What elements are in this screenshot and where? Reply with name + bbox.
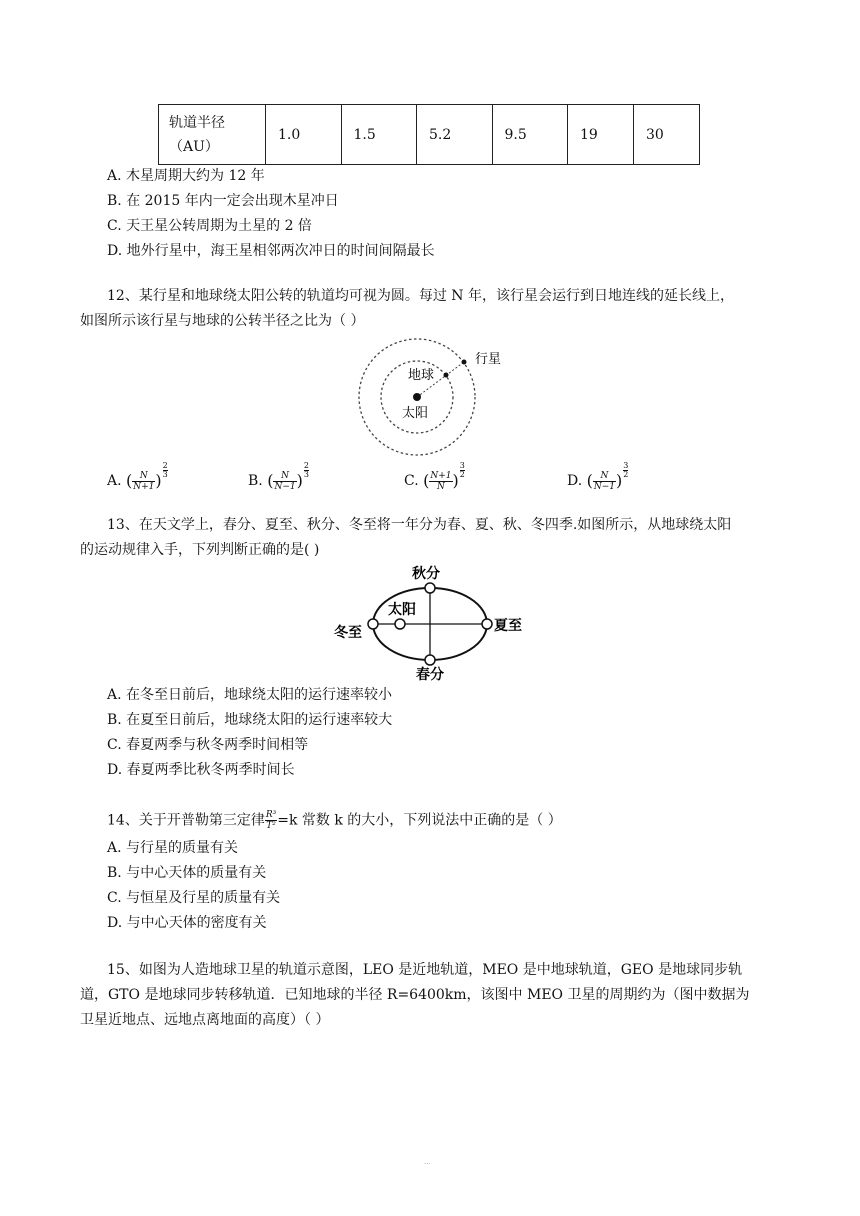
table-cell: 30 (633, 105, 699, 165)
q12-option-c: C. ( $\frac{N+1}{N}$ ) $\frac{3}{2}$ (404, 461, 465, 492)
q13-seasons-figure (330, 562, 535, 682)
table-cell: 19 (568, 105, 634, 165)
q12-orbit-figure (350, 335, 520, 460)
table-header-cell: 轨道半径（AU） (159, 105, 266, 165)
q11-option-a: A. 木星周期大约为 12 年 (107, 168, 265, 184)
sun-point (395, 619, 405, 629)
autumn-equinox-point (425, 583, 435, 593)
q13-option-c: C. 春夏两季与秋冬两季时间相等 (107, 737, 309, 753)
q12-option-d: D. ( $\frac{N}{N-1}$ ) $\frac{3}{2}$ (567, 461, 629, 492)
planet-dot (462, 360, 467, 365)
q14-option-a: A. 与行星的质量有关 (107, 840, 239, 856)
q15-stem-line2: 道，GTO 是地球同步转移轨道．已知地球的半径 R=6400km，该图中 MEO 卫星的周期约为（图中数据为 (80, 987, 750, 1003)
q12-option-b: B. ( $\frac{N}{N-1}$ ) $\frac{2}{3}$ (248, 461, 309, 492)
table-row (159, 105, 700, 165)
q11-option-c: C. 天王星公转周期为土星的 2 倍 (107, 218, 312, 234)
earth-label: 地球 (408, 368, 435, 383)
q14-option-c: C. 与恒星及行星的质量有关 (107, 890, 281, 906)
q11-option-b: B. 在 2015 年内一定会出现木星冲日 (107, 193, 339, 209)
table-cell: 1.0 (266, 105, 342, 165)
sun-dot (413, 393, 421, 401)
winter-label: 冬至 (334, 625, 362, 641)
q12-stem-line2: 如图所示该行星与地球的公转半径之比为（ ） (80, 313, 365, 329)
spring-equinox-point (425, 655, 435, 665)
orbit-radius-table (158, 104, 700, 165)
q13-option-d: D. 春夏两季比秋冬两季时间长 (107, 762, 295, 778)
q12-stem-line1: 12、某行星和地球绕太阳公转的轨道均可视为圆。每过 N 年，该行星会运行到日地连线的延长线上， (107, 288, 734, 304)
q14-option-d: D. 与中心天体的密度有关 (107, 915, 267, 931)
summer-solstice-point (482, 619, 492, 629)
q13-option-b: B. 在夏至日前后，地球绕太阳的运行速率较大 (107, 712, 393, 728)
table-cell: 9.5 (492, 105, 568, 165)
q13-option-a: A. 在冬至日前后，地球绕太阳的运行速率较小 (107, 687, 393, 703)
q15-stem-line1: 15、如图为人造地球卫星的轨道示意图，LEO 是近地轨道，MEO 是中地球轨道，GEO 是地球同步轨 (107, 962, 743, 978)
q11-option-d: D. 地外行星中，海王星相邻两次冲日的时间间隔最长 (107, 243, 435, 259)
autumn-label: 秋分 (412, 566, 440, 582)
sun-label: 太阳 (388, 602, 416, 618)
q15-stem-line3: 卫星近地点、远地点离地面的高度）（ ） (80, 1012, 330, 1028)
sun-label: 太阳 (402, 406, 429, 421)
page-footer-mark: … (424, 1158, 431, 1166)
earth-dot (444, 373, 449, 378)
q13-stem-line1: 13、在天文学上，春分、夏至、秋分、冬至将一年分为春、夏、秋、冬四季.如图所示，从地球绕太阳 (107, 517, 732, 533)
q14-stem: 14、关于开普勒第三定律 $\frac{\text{R³}}{\text{T²}}$ =k 常数 k 的大小，下列说法中正确的是（ ） (107, 810, 562, 831)
table-cell: 1.5 (341, 105, 417, 165)
planet-label: 行星 (475, 352, 502, 367)
winter-solstice-point (368, 619, 378, 629)
kepler-fraction: $\frac{\text{R³}}{\text{T²}}$ (265, 810, 277, 831)
q14-option-b: B. 与中心天体的质量有关 (107, 865, 267, 881)
table-cell: 5.2 (417, 105, 493, 165)
summer-label: 夏至 (494, 618, 522, 634)
q12-option-a: A. ( $\frac{N}{N+1}$ ) $\frac{2}{3}$ (107, 461, 168, 492)
q13-stem-line2: 的运动规律入手，下列判断正确的是( ) (80, 542, 320, 558)
spring-label: 春分 (416, 667, 444, 682)
